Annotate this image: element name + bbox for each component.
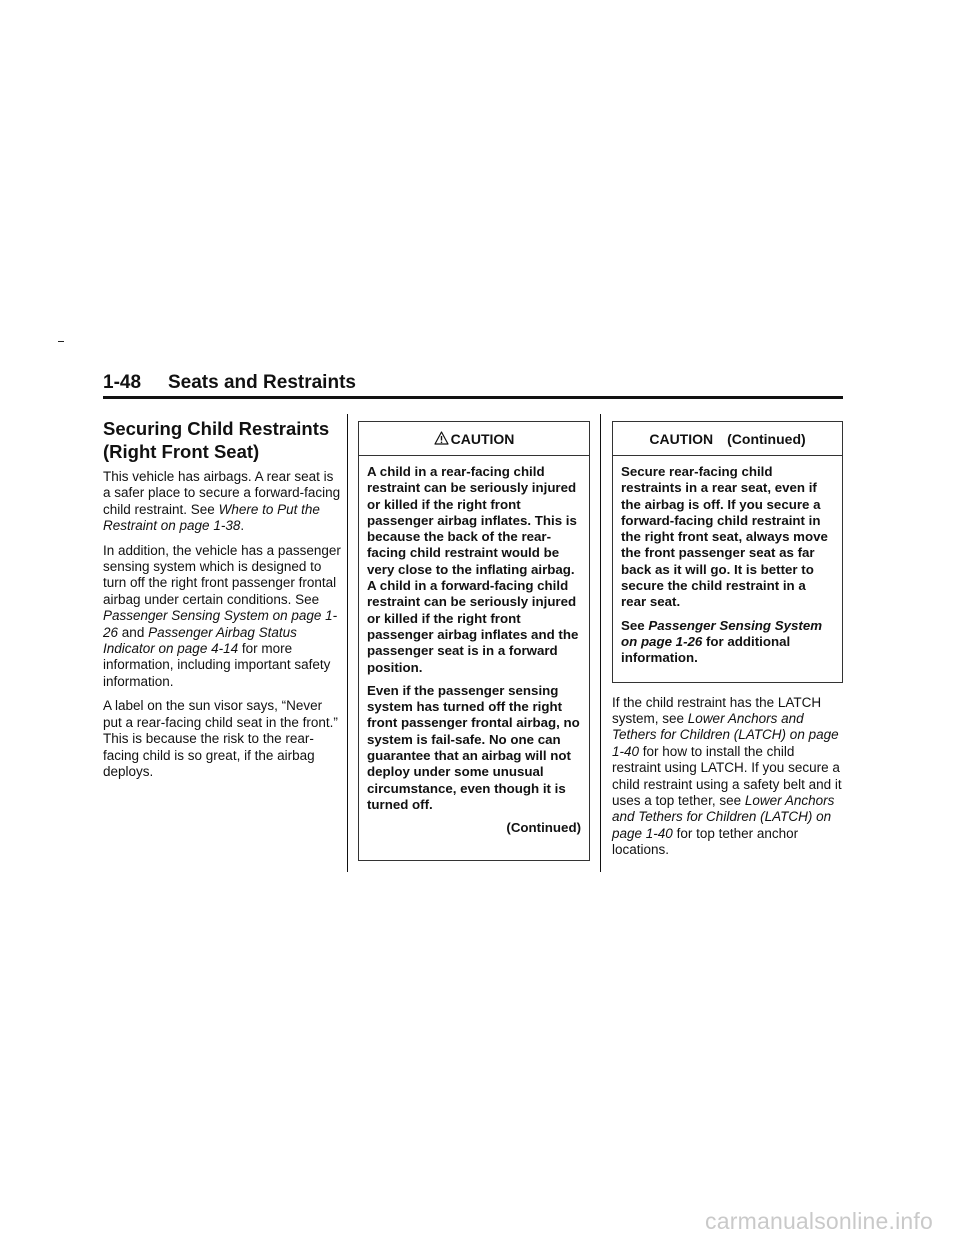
- heading-line-2: (Right Front Seat): [103, 441, 260, 462]
- paragraph-text: for more information, including important safety information.: [103, 641, 331, 689]
- paragraph-text: for additional information.: [621, 633, 791, 666]
- caution-continued-suffix: (Continued): [727, 431, 806, 447]
- cross-reference-link[interactable]: Passenger Airbag Status Indicator on page 4-14: [103, 624, 297, 657]
- section-heading: [103, 417, 341, 463]
- paragraph-text: If the child restraint has the LATCH system, see: [612, 694, 822, 726]
- caution-header: [613, 422, 842, 456]
- paragraph-text: for top tether anchor locations.: [612, 825, 799, 858]
- column-2: [358, 414, 590, 861]
- caution-header: [359, 422, 589, 456]
- paragraph-text: In addition, the vehicle has a passenger sensing system which is designed to turn off the right front passenger frontal airbag under certain conditions. See: [103, 542, 341, 607]
- cross-reference-link[interactable]: Lower Anchors and Tethers for Children (LATCH) on page 1-40: [612, 710, 839, 759]
- caution-box: [358, 421, 590, 861]
- caution-paragraph-1: Secure rear-facing child restraints in a rear seat, even if the airbag is off. If you secure a forward-facing child restraint in the right front seat, always move the front passenger seat as far back as it will go. It is better to secure the child restraint in a rear seat.: [621, 464, 828, 610]
- continued-label: (Continued): [506, 820, 581, 836]
- cross-reference-link[interactable]: Passenger Sensing System on page 1-26: [103, 608, 338, 640]
- header-rule: [103, 396, 843, 399]
- paragraph-text: See: [621, 617, 645, 633]
- crop-mark: [58, 341, 64, 342]
- caution-title: CAUTION: [649, 431, 714, 447]
- caution-paragraph-1: A child in a rear-facing child restraint can be seriously injured or killed if the right front passenger airbag inflates. This is because the back of the rear-facing child restraint would be very close to the inflating airbag. A child in a forward-facing child restraint can be seriously injured or killed if the right front passenger airbag inflates and the passenger seat is in a forward position.: [367, 464, 579, 675]
- caution-continued-box: [612, 421, 843, 683]
- cross-reference-link[interactable]: Passenger Sensing System on page 1-26: [621, 617, 823, 649]
- page-number: 1-48: [103, 372, 142, 393]
- cross-reference-link[interactable]: Where to Put the Restraint on page 1-38: [103, 501, 320, 534]
- paragraph-2: [103, 543, 341, 691]
- column-3: [612, 414, 843, 867]
- warning-triangle-icon: [434, 429, 449, 451]
- column-1: [103, 414, 341, 788]
- heading-line-1: Securing Child Restraints: [103, 418, 330, 439]
- paragraph-end: .: [240, 518, 245, 534]
- cross-reference-link[interactable]: Lower Anchors and Tethers for Children (LATCH) on page 1-40: [612, 793, 835, 841]
- paragraph-3: A label on the sun visor says, “Never put a rear-facing child seat in the front.” This is because the risk to the rear-facing child is so great, if the airbag deploys.: [103, 698, 338, 779]
- caution-paragraph-2: Even if the passenger sensing system has turned off the right front passenger frontal airbag, no system is fail-safe. No one can guarantee that an airbag will not deploy under some unusual circumstance, even though it is turned off.: [367, 682, 580, 812]
- caution-paragraph-2: [621, 618, 834, 667]
- watermark: carmanualsonline.info: [705, 1208, 933, 1234]
- paragraph-text: and: [121, 624, 145, 640]
- column-divider-2: [600, 414, 601, 872]
- paragraph-text: for how to install the child restraint using LATCH. If you secure a child restraint using a safety belt and it uses a top tether, see: [612, 743, 842, 808]
- running-header: [103, 372, 843, 394]
- paragraph-1: [103, 469, 341, 535]
- section-title: Seats and Restraints: [168, 372, 356, 393]
- caution-title: CAUTION: [450, 431, 515, 447]
- column-divider-1: [347, 414, 348, 872]
- paragraph-text: This vehicle has airbags. A rear seat is a safer place to secure a forward-facing child restraint. See: [103, 469, 341, 517]
- latch-paragraph: [612, 695, 843, 859]
